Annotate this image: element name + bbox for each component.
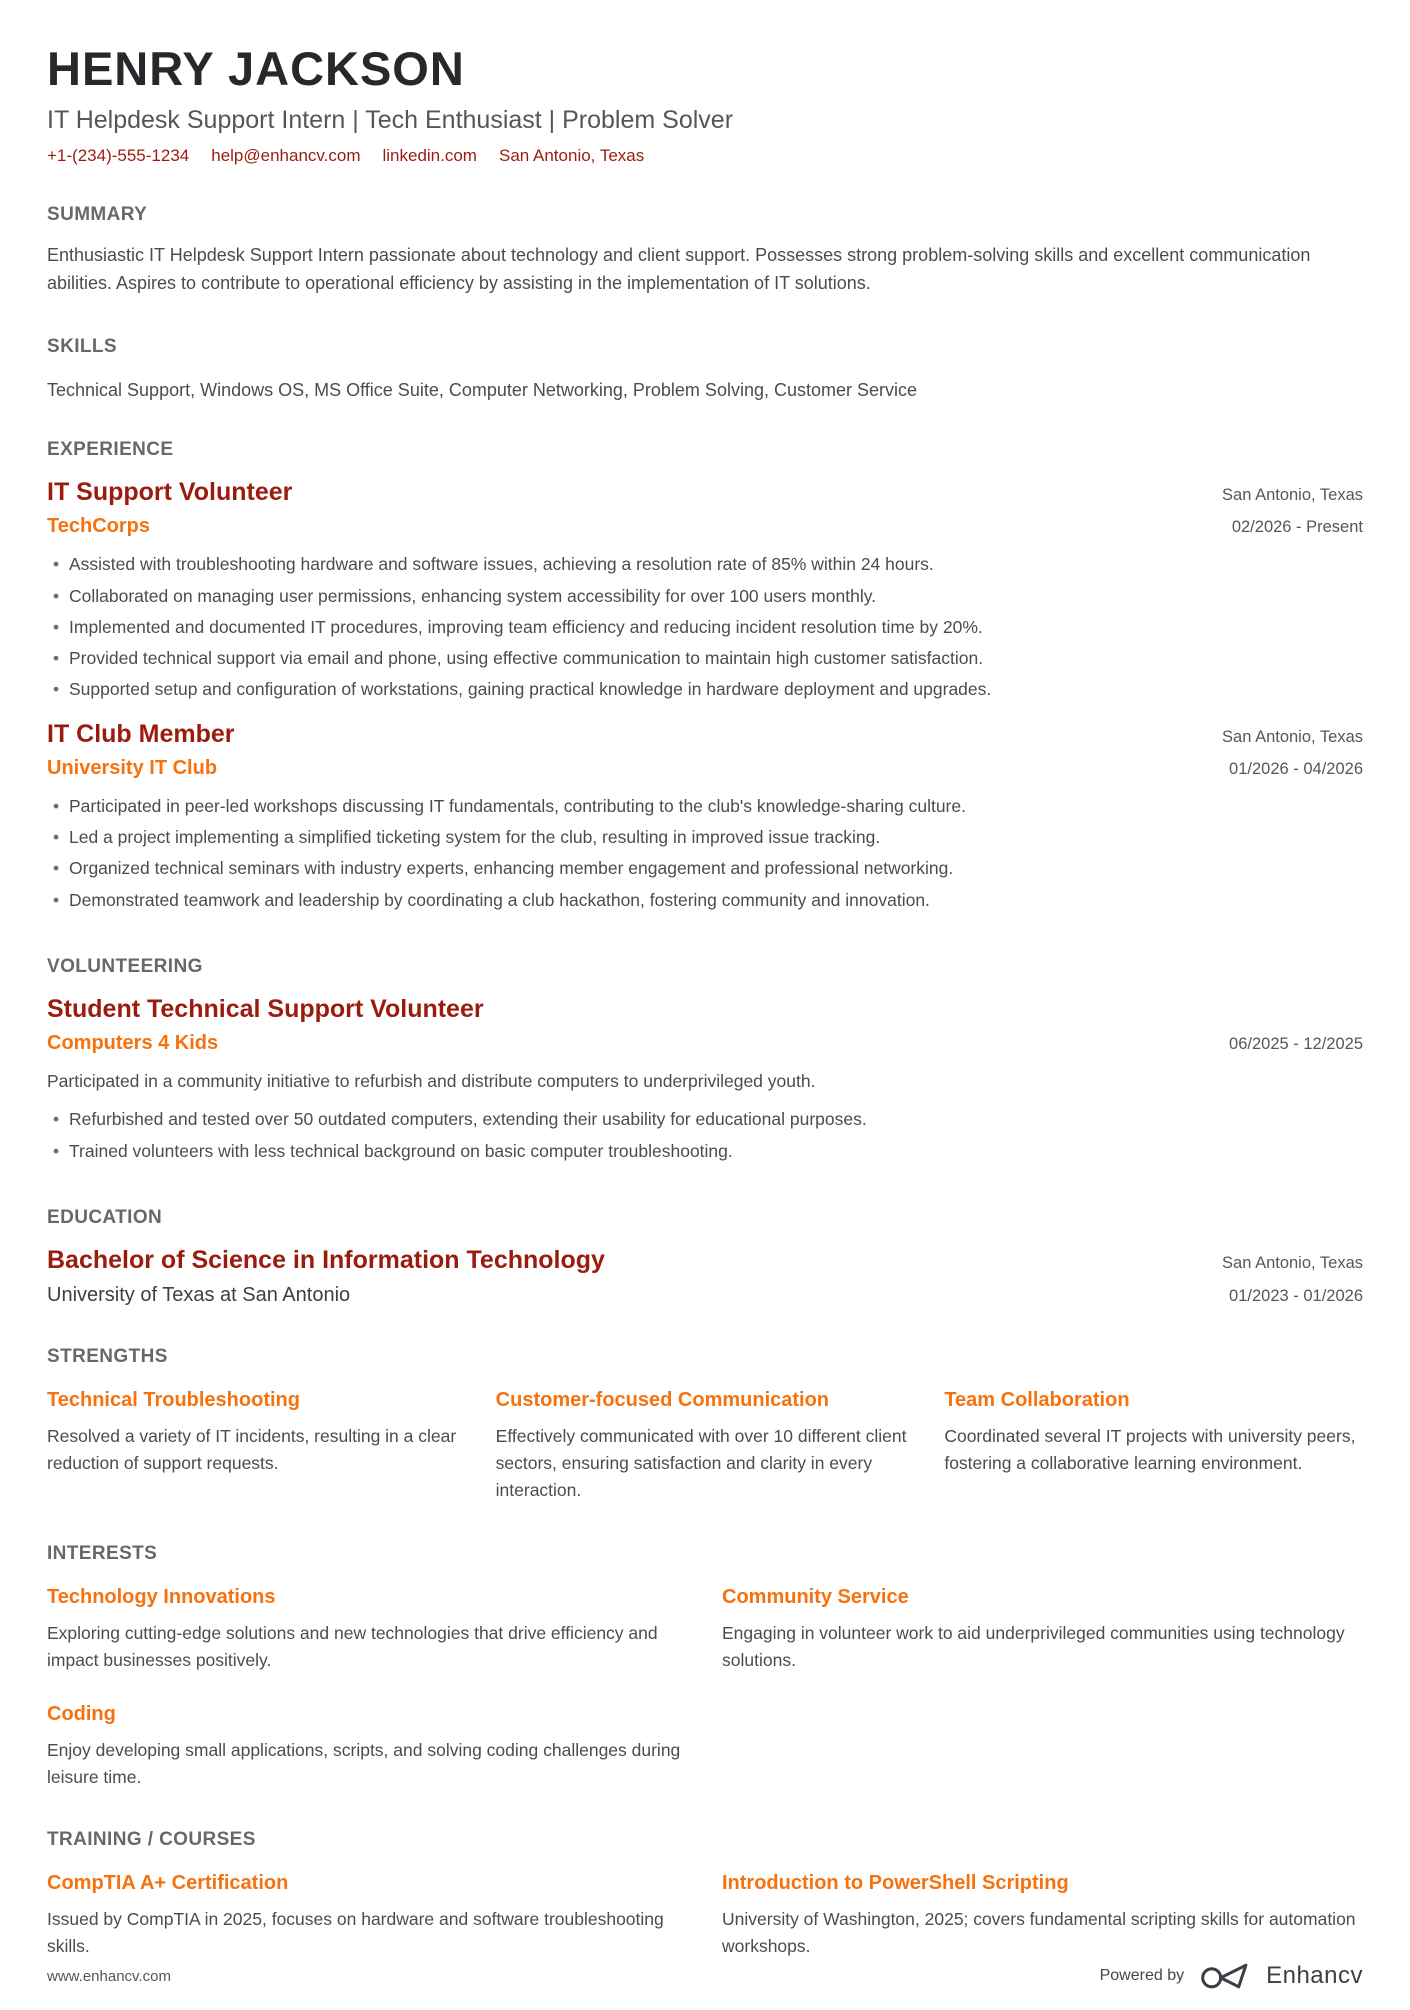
experience-entry: [47, 477, 1363, 703]
interest-card: [47, 1585, 688, 1674]
strength-card: [47, 1388, 466, 1504]
section-volunteering: [47, 956, 1363, 1169]
strength-card: [944, 1388, 1363, 1504]
contact-email-link[interactable]: help@enhancv.com: [211, 146, 361, 166]
job-bullet: • Collaborated on managing user permissions, enhancing system accessibility for over 100 users monthly.: [47, 583, 1363, 609]
course-title: Introduction to PowerShell Scripting: [722, 1872, 1069, 1894]
volunteer-bullet: • Refurbished and tested over 50 outdated computers, extending their usability for educational purposes.: [47, 1106, 1363, 1132]
degree-title: Bachelor of Science in Information Technology: [47, 1245, 605, 1274]
person-name: HENRY JACKSON: [47, 42, 465, 95]
entry-title-row: [47, 719, 1363, 750]
entry-school-row: [47, 1276, 1363, 1308]
interests-grid: [47, 1585, 1363, 1792]
section-interests: [47, 1543, 1363, 1792]
experience-heading: EXPERIENCE: [47, 439, 174, 461]
interest-title: Technology Innovations: [47, 1585, 276, 1608]
section-strengths: [47, 1346, 1363, 1504]
interest-text: Engaging in volunteer work to aid underprivileged communities using technology solutions.: [722, 1622, 1345, 1670]
brand-wordmark: Enhancv: [1266, 1962, 1363, 1990]
entry-company-row: [47, 750, 1363, 781]
experience-entry: [47, 719, 1363, 913]
course-text: Issued by CompTIA in 2025, focuses on hardware and software troubleshooting skills.: [47, 1909, 664, 1957]
course-card: [722, 1871, 1363, 1960]
interests-heading: INTERESTS: [47, 1542, 158, 1564]
person-title: IT Helpdesk Support Intern | Tech Enthusiast | Problem Solver: [47, 106, 734, 135]
summary-heading: SUMMARY: [47, 204, 148, 226]
interest-card: [47, 1702, 688, 1791]
strengths-heading: STRENGTHS: [47, 1346, 168, 1368]
strength-text: Effectively communicated with over 10 different client sectors, ensuring satisfaction and clarity in every interaction.: [495, 1426, 907, 1501]
interest-text: Enjoy developing small applications, scripts, and solving coding challenges during leisure time.: [47, 1739, 681, 1787]
strength-title: Technical Troubleshooting: [47, 1389, 300, 1412]
course-title: CompTIA A+ Certification: [47, 1872, 289, 1894]
course-card: [47, 1871, 688, 1960]
strength-title: Customer-focused Communication: [495, 1389, 830, 1412]
section-skills: [47, 336, 1363, 401]
section-experience: [47, 439, 1363, 918]
summary-text: Enthusiastic IT Helpdesk Support Intern passionate about technology and client support. Possesses strong problem-solving skills and excellent communication abilities. Aspires to contribute to operational efficiency by assisting in the implementation of IT solutions.: [47, 245, 1311, 294]
job-bullet: • Led a project implementing a simplified ticketing system for the club, resulting in improved issue tracking.: [47, 824, 1363, 850]
entry-title-row: [47, 1245, 1363, 1276]
volunteer-description: Participated in a community initiative to refurbish and distribute computers to underprivileged youth.: [47, 1071, 816, 1092]
contact-phone: +1-(234)-555-1234: [47, 146, 190, 166]
job-bullet: • Provided technical support via email and phone, using effective communication to maintain high customer satisfaction.: [47, 645, 1363, 671]
job-bullet-list: [47, 793, 1363, 913]
volunteer-organization: Computers 4 Kids: [47, 1032, 219, 1055]
job-bullet: • Demonstrated teamwork and leadership by coordinating a club hackathon, fostering community and innovation.: [47, 887, 1363, 913]
resume-header: [47, 44, 1363, 166]
volunteer-dates: 06/2025 - 12/2025: [1229, 1035, 1363, 1054]
education-dates: 01/2023 - 01/2026: [1229, 1287, 1363, 1306]
strength-title: Team Collaboration: [944, 1389, 1130, 1412]
interest-text: Exploring cutting-edge solutions and new technologies that drive efficiency and impact businesses positively.: [47, 1622, 658, 1670]
job-title: IT Club Member: [47, 719, 235, 748]
job-dates: 01/2026 - 04/2026: [1229, 759, 1363, 778]
skills-list: Technical Support, Windows OS, MS Office Suite, Computer Networking, Problem Solving, Customer Service: [47, 380, 918, 401]
company-name: University IT Club: [47, 756, 218, 779]
section-summary: [47, 204, 1363, 298]
job-bullet: • Participated in peer-led workshops discussing IT fundamentals, contributing to the club's knowledge-sharing culture.: [47, 793, 1363, 819]
section-education: [47, 1207, 1363, 1308]
interest-title: Community Service: [722, 1585, 909, 1608]
enhancv-infinity-logo-icon: [1200, 1960, 1254, 1992]
job-dates: 02/2026 - Present: [1231, 518, 1363, 537]
contact-linkedin-link[interactable]: linkedin.com: [382, 146, 477, 166]
entry-title-row: [47, 477, 1363, 508]
job-bullet: • Organized technical seminars with industry experts, enhancing member engagement and professional networking.: [47, 855, 1363, 881]
interest-title: Coding: [47, 1702, 116, 1725]
training-heading: TRAINING / COURSES: [47, 1829, 256, 1850]
powered-by-label: Powered by: [1099, 1967, 1185, 1985]
contact-row: [47, 146, 1363, 166]
job-bullet: • Assisted with troubleshooting hardware and software issues, achieving a resolution rate of 85% within 24 hours.: [47, 551, 1363, 577]
section-training: [47, 1829, 1363, 1960]
volunteer-title: Student Technical Support Volunteer: [47, 994, 484, 1023]
interest-card: [722, 1585, 1363, 1674]
job-bullet: • Implemented and documented IT procedures, improving team efficiency and reducing incident resolution time by 20%.: [47, 614, 1363, 640]
page-footer: [47, 1960, 1363, 2010]
job-bullet-list: [47, 551, 1363, 702]
company-name: TechCorps: [47, 515, 150, 538]
job-title: IT Support Volunteer: [47, 478, 293, 507]
job-bullet: • Supported setup and configuration of workstations, gaining practical knowledge in hardware deployment and upgrades.: [47, 676, 1363, 702]
footer-website-link[interactable]: www.enhancv.com: [47, 1967, 171, 1985]
education-heading: EDUCATION: [47, 1206, 163, 1228]
volunteering-heading: VOLUNTEERING: [47, 955, 203, 977]
entry-company-row: [47, 508, 1363, 539]
skills-heading: SKILLS: [47, 336, 117, 358]
job-location: San Antonio, Texas: [1222, 727, 1363, 746]
strength-text: Coordinated several IT projects with university peers, fostering a collaborative learning environment.: [944, 1426, 1356, 1474]
contact-location: San Antonio, Texas: [498, 146, 645, 166]
strength-card: [496, 1388, 915, 1504]
volunteer-bullet: • Trained volunteers with less technical background on basic computer troubleshooting.: [47, 1138, 1363, 1164]
entry-company-row: [47, 1025, 1363, 1056]
volunteering-entry: [47, 994, 1363, 1164]
volunteer-bullet-list: [47, 1106, 1363, 1164]
education-entry: [47, 1245, 1363, 1308]
footer-brand: [1100, 1960, 1363, 1992]
strengths-grid: [47, 1388, 1363, 1504]
entry-title-row: [47, 994, 1363, 1025]
training-grid: [47, 1871, 1363, 1960]
education-location: San Antonio, Texas: [1222, 1253, 1363, 1272]
school-name: University of Texas at San Antonio: [47, 1284, 351, 1307]
job-location: San Antonio, Texas: [1222, 486, 1363, 505]
strength-text: Resolved a variety of IT incidents, resulting in a clear reduction of support requests.: [47, 1426, 457, 1474]
course-text: University of Washington, 2025; covers fundamental scripting skills for automation workshops.: [722, 1909, 1356, 1957]
